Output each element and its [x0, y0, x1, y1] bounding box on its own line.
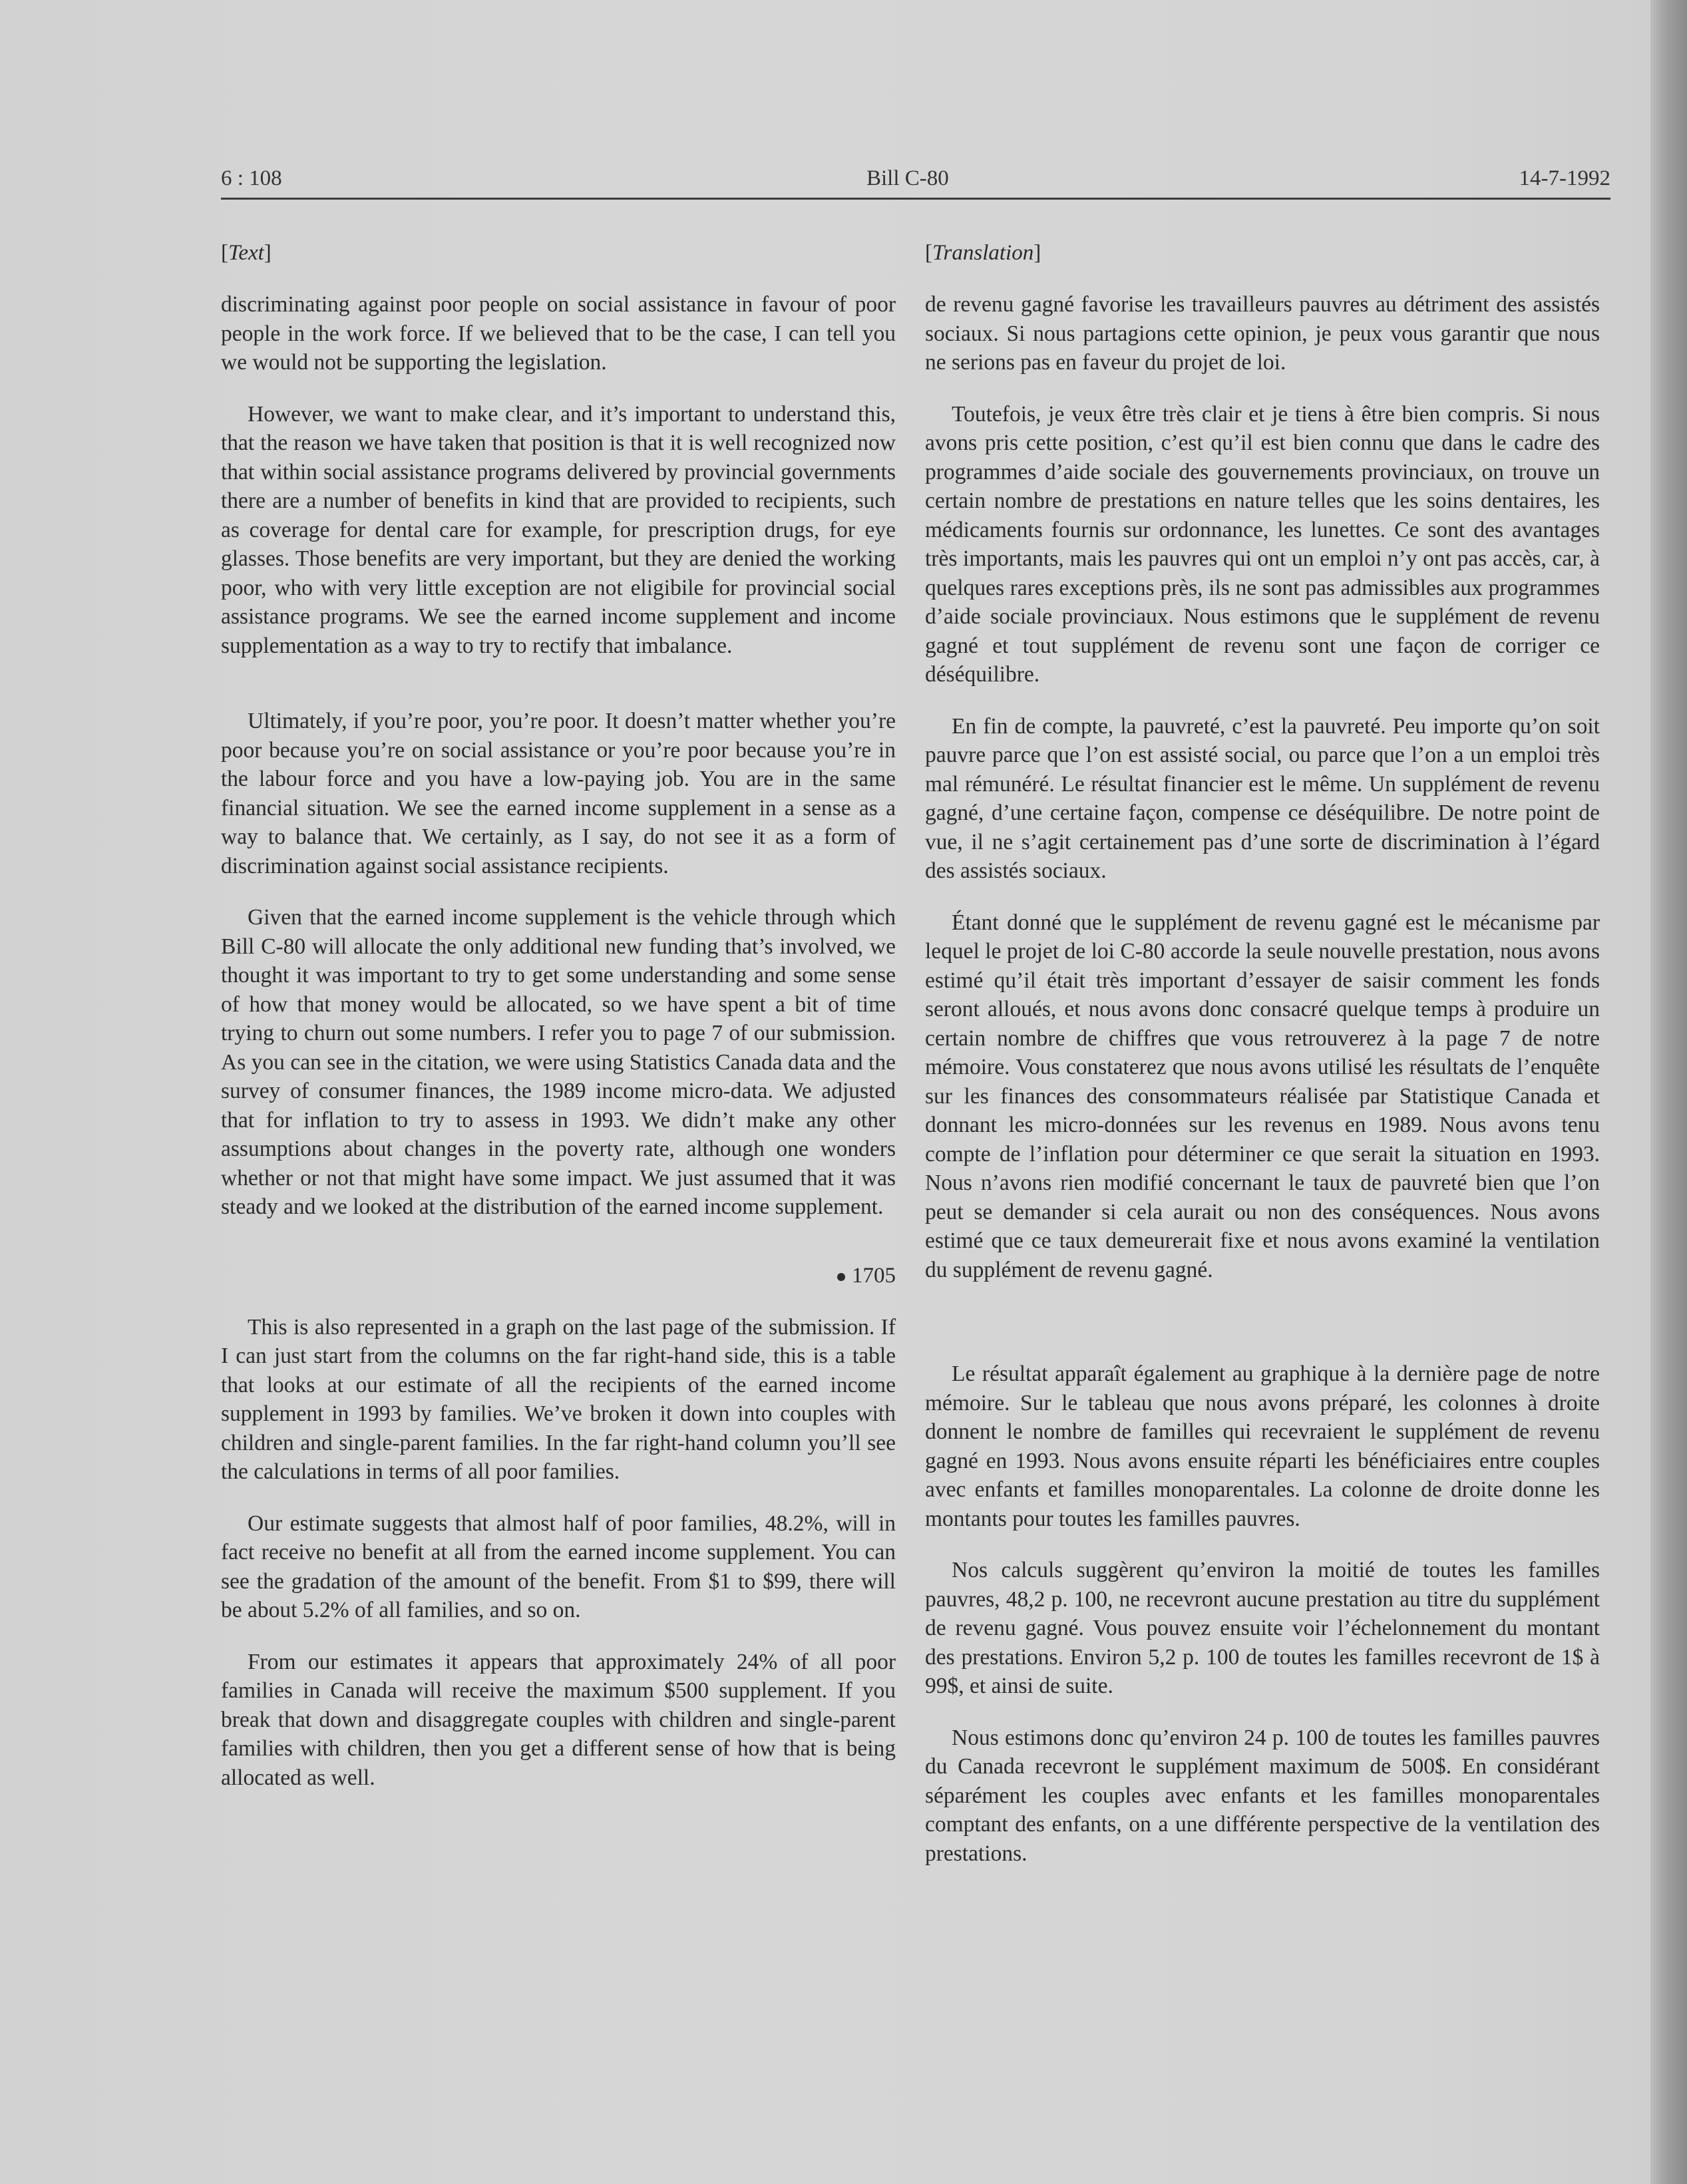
french-column	[925, 241, 1600, 1868]
paragraph: Nous estimons donc qu’environ 24 p. 100 de toutes les familles pauvres du Canada recevront le supplément maximum de 500$. En considérant séparément les couples avec enfants et les familles monoparentales comptant des enfants, on a une différente perspective de la ventilation des prestations.	[925, 1725, 1600, 1866]
paragraph: En fin de compte, la pauvreté, c’est la pauvreté. Peu importe qu’on soit pauvre parce que l’on est assisté social, ou parce que l’on a un emploi très mal rémunéré. Le résultat financier est le même. Un supplément de revenu gagné, d’une certaine façon, compense ce déséquilibre. De notre point de vue, il ne s’agit certainement pas d’une sorte de discrimination à l’égard des assistés sociaux.	[925, 713, 1600, 883]
paragraph: de revenu gagné favorise les travailleurs pauvres au détriment des assistés sociaux. Si nous partagions cette opinion, je peux vous garantir que nous ne serions pas en faveur du projet de loi.	[925, 292, 1600, 375]
paragraph: This is also represented in a graph on the last page of the submission. If I can just start from the columns on the far right-hand side, this is a table that looks at our estimate of all the recipients of the earned income supplement in 1993 by families. We’ve broken it down into couples with children and single-parent families. In the far right-hand column you’ll see the calculations in terms of all poor families.	[221, 1314, 896, 1484]
column-heading-translation: [Translation]	[925, 241, 1041, 265]
english-column	[221, 241, 896, 1792]
paragraph: Nos calculs suggèrent qu’environ la moitié de toutes les familles pauvres, 48,2 p. 100, ne recevront aucune prestation au titre du supplément de revenu gagné. Vous pouvez ensuite voir l’échelonnement du montant des prestations. Environ 5,2 p. 100 de toutes les familles recevront de 1$ à 99$, et ainsi de suite.	[925, 1558, 1600, 1698]
time-marker: 1705	[221, 1262, 896, 1290]
paragraph: From our estimates it appears that approximately 24% of all poor families in Canada will receive the maximum $500 supplement. If you break that down and disaggregate couples with children and single-parent families with children, then you get a different sense of how that is being allocated as well.	[221, 1649, 896, 1790]
paragraph: Le résultat apparaît également au graphique à la dernière page de notre mémoire. Sur le tableau que nous avons préparé, les colonnes à droite donnent le nombre de familles qui recevraient le supplément de revenu gagné en 1993. Nous avons ensuite réparti les bénéficiaires entre couples avec enfants et familles monoparentales. La colonne de droite donne les montants pour toutes les familles pauvres.	[925, 1362, 1600, 1531]
bullet-icon	[837, 1273, 845, 1281]
running-header	[221, 166, 1610, 200]
paragraph: Étant donné que le supplément de revenu gagné est le mécanisme par lequel le projet de loi C-80 accorde la seule nouvelle prestation, nous avons estimé qu’il était très important d’essayer de saisir comment les fonds seront alloués, et nous avons donc consacré quelque temps à produire un certain nombre de chiffres que vous retrouverez à la page 7 de notre mémoire. Vous constaterez que nous avons utilisé les résultats de l’enquête sur les finances des consommateurs réalisée par Statistique Canada et donnant les micro-données sur les revenus en 1989. Nous avons tenu compte de l’inflation pour déterminer ce que serait la situation en 1993. Nous n’avons rien modifié concernant le taux de pauvreté bien que l’on peut se demander si cela aurait ou non des conséquences. Nous avons estimé que ce taux demeurerait fixe et nous avons examiné la ventilation du supplément de revenu gagné.	[925, 910, 1600, 1282]
bill-title: Bill C-80	[866, 166, 949, 190]
page-edge-shadow	[1650, 0, 1687, 2184]
column-heading-text: [Text]	[221, 241, 272, 265]
paragraph: Toutefois, je veux être très clair et je tiens à être bien compris. Si nous avons pris cette position, c’est qu’il est bien connu que dans le cadre des programmes d’aide sociale des gouvernements provinciaux, on trouve un certain nombre de prestations en nature telles que les soins dentaires, les médicaments fournis sur ordonnance, les lunettes. Ce sont des avantages très importants, mais les pauvres qui ont un emploi n’y ont pas accès, car, à quelques rares exceptions près, ils ne sont pas admissibles aux programmes d’aide sociale provinciaux. Nous estimons que le supplément de revenu gagné et tout supplément de revenu sont une façon de corriger ce déséquilibre.	[925, 401, 1600, 687]
header-rule	[221, 198, 1610, 200]
paragraph: Our estimate suggests that almost half of poor families, 48.2%, will in fact receive no benefit at all from the earned income supplement. You can see the gradation of the amount of the benefit. From $1 to $99, there will be about 5.2% of all families, and so on.	[221, 1511, 896, 1622]
paragraph: However, we want to make clear, and it’s important to understand this, that the reason we have taken that position is that it is well recognized now that within social assistance programs delivered by provincial governments there are a number of benefits in kind that are provided to recipients, such as coverage for dental care for example, for prescription drugs, for eye glasses. Those benefits are very important, but they are denied the working poor, who with very little exception are not eligibile for provincial social assistance programs. We see the earned income supplement and income supplementation as a way to try to rectify that imbalance.	[221, 401, 896, 658]
paragraph: discriminating against poor people on social assistance in favour of poor people in the work force. If we believed that to be the case, I can tell you we would not be supporting the legislation.	[221, 292, 896, 375]
paragraph: Ultimately, if you’re poor, you’re poor. It doesn’t matter whether you’re poor because you’re on social assistance or you’re poor because you’re in the labour force and you have a low-paying job. You are in the same financial situation. We see the earned income supplement in a sense as a way to balance that. We certainly, as I say, do not see it as a form of discrimination against social assistance recipients.	[221, 709, 896, 878]
header-date: 14-7-1992	[1519, 166, 1610, 190]
page-number: 6 : 108	[221, 166, 282, 190]
paragraph: Given that the earned income supplement is the vehicle through which Bill C-80 will allocate the only additional new funding that’s involved, we thought it was important to try to get some understanding and some sense of how that money would be allocated, so we have spent a bit of time trying to churn out some numbers. I refer you to page 7 of our submission. As you can see in the citation, we were using Statistics Canada data and the survey of consumer finances, the 1989 income micro-data. We adjusted that for inflation to try to assess in 1993. We didn’t make any other assumptions about changes in the poverty rate, although one wonders whether or not that might have some impact. We just assumed that it was steady and we looked at the distribution of the earned income supplement.	[221, 905, 896, 1219]
